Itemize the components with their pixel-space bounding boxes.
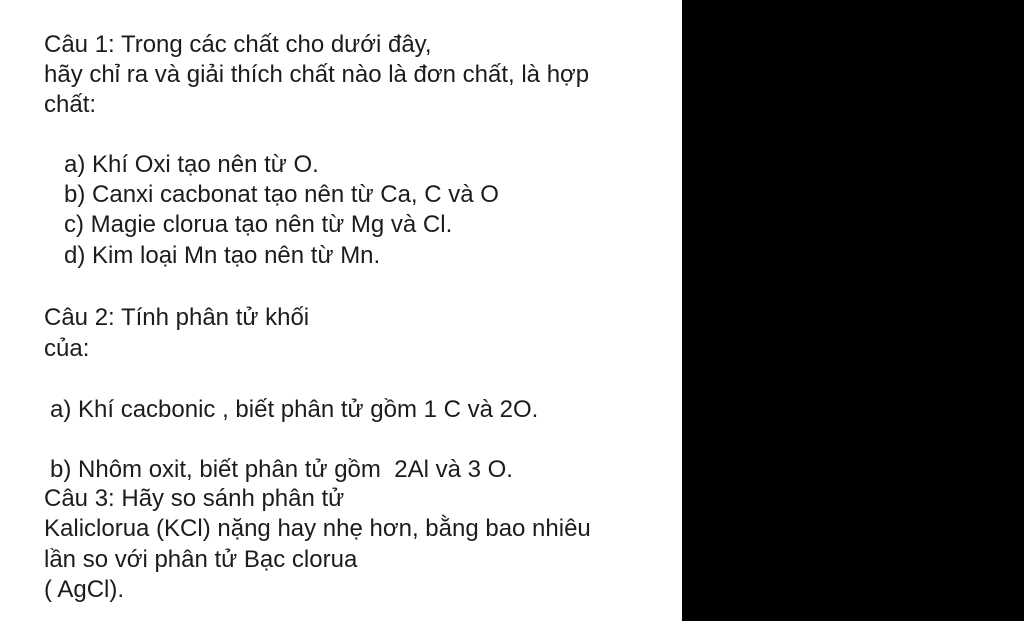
q3-line-3: lần so với phân tử Bạc clorua [44,546,358,573]
black-side-panel [682,0,1024,621]
q1-heading-line-2: hãy chỉ ra và giải thích chất nào là đơn chất, là hợp [44,61,590,88]
q1-heading-line-3: chất: [44,91,97,118]
q3-line-1: Câu 3: Hãy so sánh phân tử [44,485,345,512]
q2-item-a: a) Khí cacbonic , biết phân tử gồm 1 C và 2O. [50,396,539,423]
q2-item-b: b) Nhôm oxit, biết phân tử gồm 2Al và 3 O. [50,456,513,483]
q2-heading-line-1: Câu 2: Tính phân tử khối [44,304,310,331]
q3-line-4: ( AgCl). [44,576,125,603]
q1-heading-line-1: Câu 1: Trong các chất cho dưới đây, [44,31,432,58]
q1-item-c: c) Magie clorua tạo nên từ Mg và Cl. [64,211,453,238]
q1-item-d: d) Kim loại Mn tạo nên từ Mn. [64,242,381,269]
q2-heading-line-2: của: [44,335,90,362]
q3-line-2: Kaliclorua (KCl) nặng hay nhẹ hơn, bằng bao nhiêu [44,515,591,542]
q1-item-a: a) Khí Oxi tạo nên từ O. [64,151,319,178]
q1-item-b: b) Canxi cacbonat tạo nên từ Ca, C và O [64,181,499,208]
